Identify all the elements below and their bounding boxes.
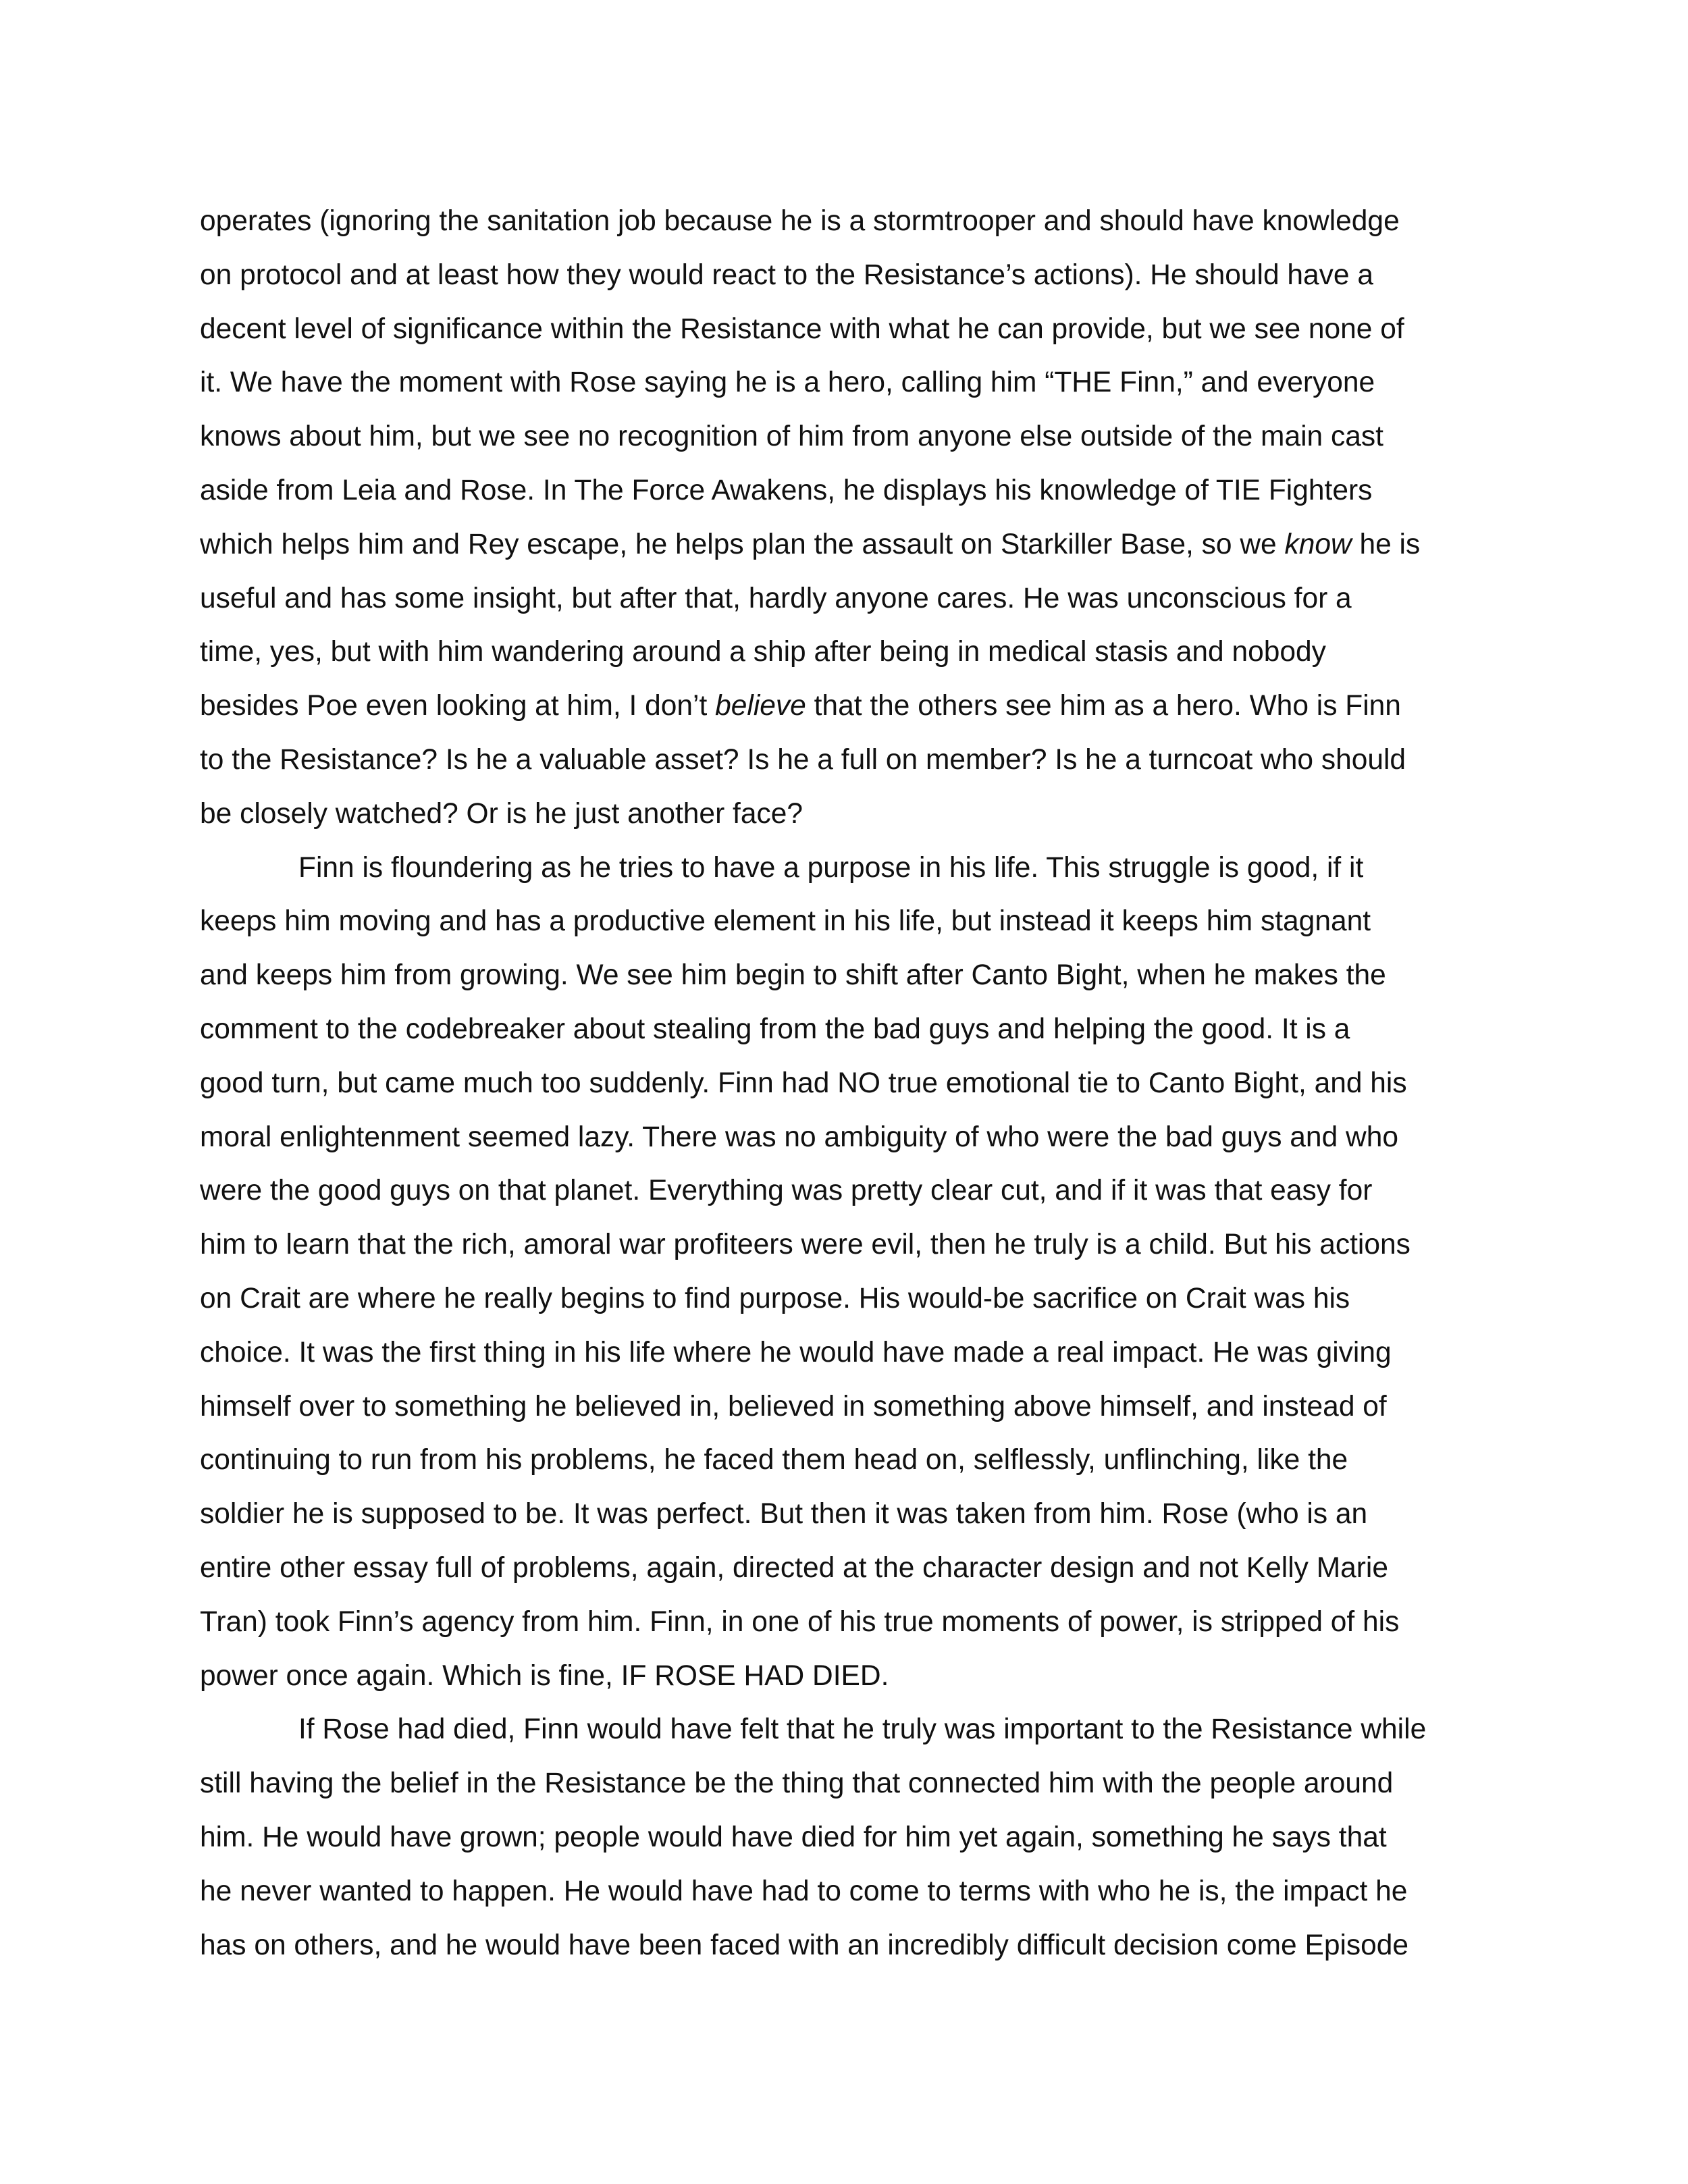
text-line — [200, 1111, 1496, 1165]
text-line — [200, 1380, 1496, 1434]
text-line — [200, 1272, 1496, 1326]
text-line — [200, 572, 1496, 626]
paragraph — [200, 841, 1496, 1703]
text-line — [200, 1487, 1496, 1541]
text-run: operates (ignoring the sanitation job because he is a stormtrooper and should have knowledge — [200, 205, 1400, 237]
text-run: that the others see him as a hero. Who is Finn — [806, 690, 1401, 722]
text-line — [200, 1919, 1496, 1973]
text-run: good turn, but came much too suddenly. Finn had NO true emotional tie to Canto Bight, and his — [200, 1067, 1407, 1099]
text-run: were the good guys on that planet. Everything was pretty clear cut, and if it was that easy for — [200, 1175, 1373, 1207]
text-run: decent level of significance within the Resistance with what he can provide, but we see none of — [200, 313, 1404, 345]
text-run: has on others, and he would have been faced with an incredibly difficult decision come Episode — [200, 1929, 1409, 1961]
text-line — [200, 1057, 1496, 1111]
text-run: which helps him and Rey escape, he helps plan the assault on Starkiller Base, so we — [200, 528, 1285, 560]
text-run: power once again. Which is fine, IF ROSE HAD DIED. — [200, 1659, 889, 1692]
text-line — [200, 410, 1496, 464]
text-run: he never wanted to happen. He would have had to come to terms with who he is, the impact he — [200, 1875, 1408, 1907]
text-run: keeps him moving and has a productive element in his life, but instead it keeps him stagnant — [200, 905, 1371, 938]
italic-text: believe — [715, 690, 806, 722]
text-run: soldier he is supposed to be. It was perfect. But then it was taken from him. Rose (who is an — [200, 1498, 1368, 1530]
essay-text — [200, 194, 1496, 1972]
paragraph — [200, 1703, 1496, 1972]
text-run: comment to the codebreaker about stealing from the bad guys and helping the good. It is a — [200, 1013, 1350, 1045]
text-line — [200, 194, 1496, 248]
text-run: besides Poe even looking at him, I don’t — [200, 690, 716, 722]
text-run: Tran) took Finn’s agency from him. Finn, in one of his true moments of power, is stripped of his — [200, 1605, 1400, 1638]
text-line — [200, 1003, 1496, 1057]
text-run: himself over to something he believed in, believed in something above himself, and instead of — [200, 1390, 1387, 1422]
text-line — [200, 787, 1496, 841]
text-line — [200, 1433, 1496, 1487]
text-run: useful and has some insight, but after that, hardly anyone cares. He was unconscious for a — [200, 582, 1352, 614]
text-line — [200, 1164, 1496, 1218]
text-line — [200, 1757, 1496, 1811]
text-line — [200, 248, 1496, 302]
text-run: time, yes, but with him wandering around a ship after being in medical stasis and nobody — [200, 636, 1326, 668]
text-line — [200, 1811, 1496, 1865]
text-line — [200, 1703, 1496, 1757]
text-line — [200, 356, 1496, 410]
text-line — [200, 1541, 1496, 1595]
text-line — [200, 949, 1496, 1003]
text-run: on Crait are where he really begins to find purpose. His would-be sacrifice on Crait was his — [200, 1282, 1350, 1314]
text-line — [200, 302, 1496, 356]
text-line — [200, 1865, 1496, 1919]
text-run: choice. It was the first thing in his life where he would have made a real impact. He was giving — [200, 1336, 1392, 1368]
text-run: him to learn that the rich, amoral war profiteers were evil, then he truly is a child. But his actions — [200, 1229, 1410, 1261]
text-line — [200, 1218, 1496, 1272]
text-line — [200, 464, 1496, 518]
text-line — [200, 679, 1496, 733]
text-line — [200, 1326, 1496, 1380]
text-line — [200, 518, 1496, 572]
text-run: aside from Leia and Rose. In The Force Awakens, he displays his knowledge of TIE Fighters — [200, 474, 1373, 506]
text-run: Finn is floundering as he tries to have a purpose in his life. This struggle is good, if it — [298, 851, 1364, 884]
paragraph — [200, 194, 1496, 841]
italic-text: know — [1284, 528, 1352, 560]
text-line — [200, 895, 1496, 949]
text-run: If Rose had died, Finn would have felt that he truly was important to the Resistance while — [298, 1713, 1427, 1746]
text-run: continuing to run from his problems, he faced them head on, selflessly, unflinching, like the — [200, 1444, 1348, 1476]
text-run: still having the belief in the Resistance be the thing that connected him with the people around — [200, 1767, 1394, 1800]
text-run: be closely watched? Or is he just another face? — [200, 797, 803, 830]
text-line — [200, 625, 1496, 679]
text-run: to the Resistance? Is he a valuable asset? Is he a full on member? Is he a turncoat who should — [200, 743, 1406, 776]
text-run: he is — [1351, 528, 1421, 560]
text-line — [200, 733, 1496, 787]
text-line — [200, 841, 1496, 895]
text-run: entire other essay full of problems, again, directed at the character design and not Kelly Marie — [200, 1551, 1388, 1584]
text-run: him. He would have grown; people would have died for him yet again, something he says that — [200, 1821, 1387, 1853]
text-run: it. We have the moment with Rose saying he is a hero, calling him “THE Finn,” and everyone — [200, 367, 1375, 399]
text-line — [200, 1595, 1496, 1649]
text-run: and keeps him from growing. We see him begin to shift after Canto Bight, when he makes the — [200, 959, 1386, 992]
text-run: moral enlightenment seemed lazy. There was no ambiguity of who were the bad guys and who — [200, 1121, 1398, 1153]
text-run: knows about him, but we see no recognition of him from anyone else outside of the main cast — [200, 421, 1383, 453]
text-run: on protocol and at least how they would react to the Resistance’s actions). He should have a — [200, 259, 1374, 291]
text-line — [200, 1649, 1496, 1703]
